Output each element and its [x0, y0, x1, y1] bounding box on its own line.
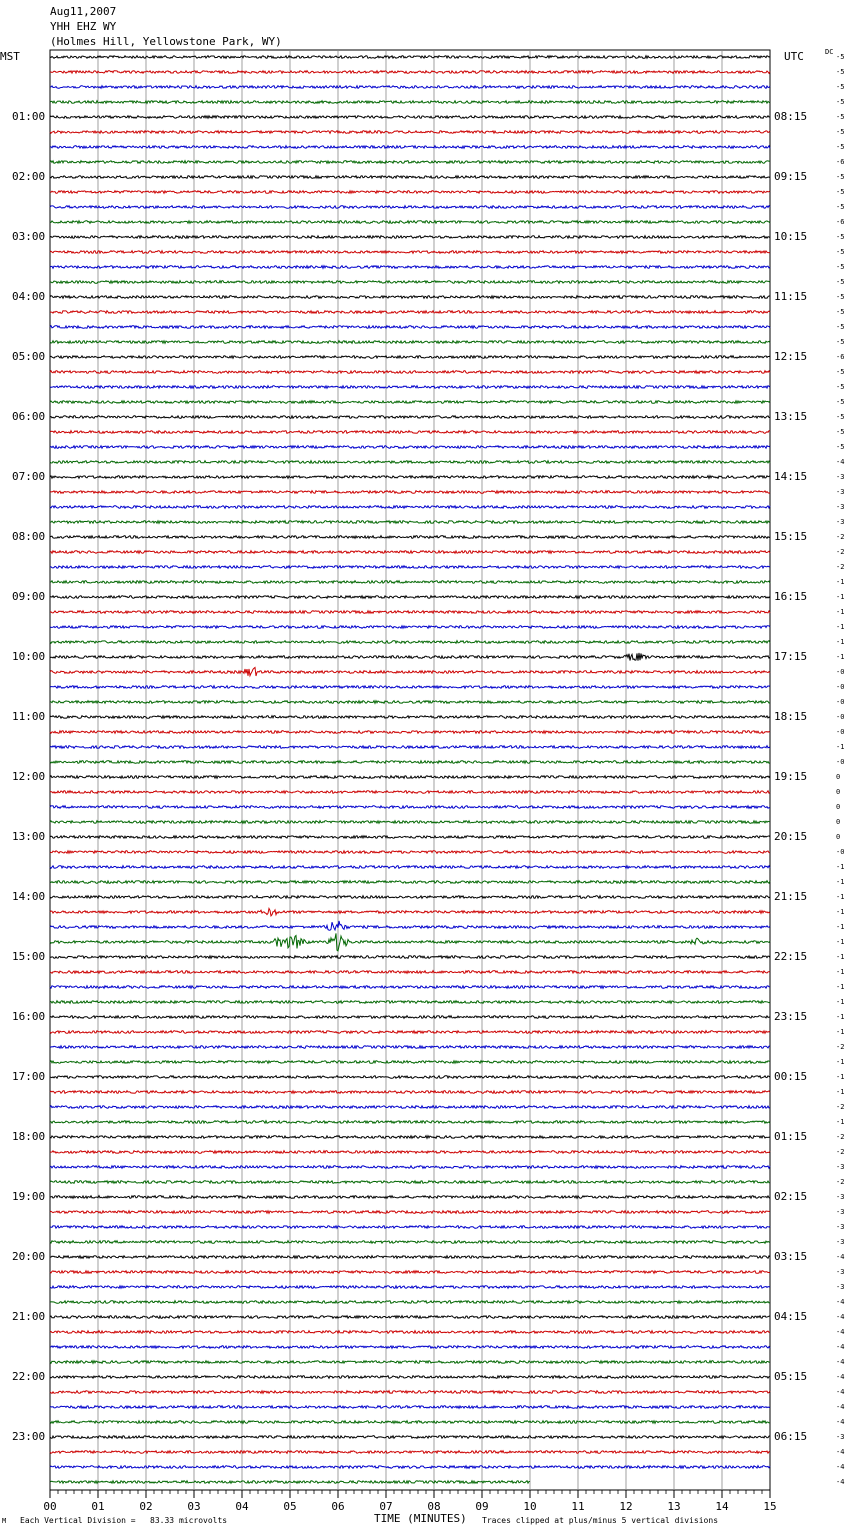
trace-line	[50, 761, 770, 764]
left-hour-label: 04:00	[12, 290, 46, 303]
left-hour-label: 22:00	[12, 1370, 46, 1383]
x-tick-label: 00	[43, 1500, 57, 1513]
trace-line	[50, 1046, 770, 1049]
trace-line	[50, 701, 770, 704]
dc-offset-label: -5	[836, 398, 845, 406]
dc-offset-label: -5	[836, 83, 845, 91]
dc-offset-label: -2	[836, 1178, 845, 1186]
left-axis-title: MST	[0, 50, 20, 63]
trace-line	[50, 791, 770, 794]
dc-offset-label: -4	[836, 1313, 845, 1321]
right-hour-label: 02:15	[774, 1190, 808, 1203]
x-tick-label: 04	[235, 1500, 249, 1513]
trace-line	[50, 266, 770, 269]
trace-line	[50, 1031, 770, 1034]
trace-line	[50, 161, 770, 164]
trace-line	[50, 956, 770, 959]
trace-line	[50, 896, 770, 899]
dc-offset-label: -2	[836, 533, 845, 541]
x-tick-label: 10	[523, 1500, 537, 1513]
trace-line	[50, 1226, 770, 1229]
trace-line	[50, 836, 770, 839]
dc-offset-label: -3	[836, 1193, 845, 1201]
dc-offset-label: -1	[836, 923, 845, 931]
dc-offset-label: -1	[836, 878, 845, 886]
trace-line	[50, 653, 770, 661]
trace-line	[50, 281, 770, 284]
dc-offset-label: -1	[836, 743, 845, 751]
dc-offset-label: -1	[836, 653, 845, 661]
trace-line	[50, 596, 770, 599]
right-hour-label: 01:15	[774, 1130, 808, 1143]
left-hour-label: 02:00	[12, 170, 46, 183]
dc-offset-label: -5	[836, 323, 845, 331]
x-tick-label: 09	[475, 1500, 489, 1513]
trace-line	[50, 461, 770, 464]
trace-line	[50, 221, 770, 224]
dc-offset-label: -5	[836, 383, 845, 391]
trace-line	[50, 851, 770, 854]
x-tick-label: 08	[427, 1500, 441, 1513]
dc-offset-label: -5	[836, 143, 845, 151]
right-hour-label: 21:15	[774, 890, 808, 903]
dc-offset-label: -5	[836, 203, 845, 211]
trace-line	[50, 386, 770, 389]
station-location: (Holmes Hill, Yellowstone Park, WY)	[50, 35, 282, 48]
trace-line	[50, 1271, 770, 1274]
trace-line	[50, 101, 770, 104]
trace-line	[50, 1196, 770, 1199]
x-tick-label: 07	[379, 1500, 393, 1513]
right-hour-label: 12:15	[774, 350, 808, 363]
dc-offset-label: -2	[836, 1103, 845, 1111]
dc-offset-label: -2	[836, 563, 845, 571]
dc-offset-label: -4	[836, 1448, 845, 1456]
dc-offset-label: -1	[836, 593, 845, 601]
right-hour-label: 08:15	[774, 110, 808, 123]
left-hour-label: 13:00	[12, 830, 46, 843]
left-hour-label: 09:00	[12, 590, 46, 603]
left-hour-label: 18:00	[12, 1130, 46, 1143]
dc-offset-label: -1	[836, 998, 845, 1006]
x-tick-label: 06	[331, 1500, 345, 1513]
dc-offset-label: -4	[836, 1418, 845, 1426]
dc-offset-label: -1	[836, 863, 845, 871]
trace-line	[50, 1241, 770, 1244]
dc-offset-label: -5	[836, 68, 845, 76]
trace-line	[50, 921, 770, 930]
dc-offset-label: -6	[836, 158, 845, 166]
dc-offset-label: -3	[836, 1433, 845, 1441]
trace-line	[50, 296, 770, 299]
right-hour-label: 09:15	[774, 170, 808, 183]
trace-line	[50, 176, 770, 179]
dc-offset-label: -5	[836, 128, 845, 136]
plot-border	[50, 50, 770, 1490]
trace-line	[50, 1391, 770, 1394]
dc-label: DC	[825, 48, 834, 56]
left-hour-label: 20:00	[12, 1250, 46, 1263]
trace-line	[50, 1106, 770, 1109]
dc-offset-label: -5	[836, 308, 845, 316]
dc-offset-label: -4	[836, 1358, 845, 1366]
dc-offset-label: -5	[836, 413, 845, 421]
trace-line	[50, 881, 770, 884]
dc-offset-label: -3	[836, 1268, 845, 1276]
dc-offset-label: 0	[836, 833, 841, 841]
left-hour-label: 08:00	[12, 530, 46, 543]
trace-line	[50, 146, 770, 149]
dc-offset-label: -1	[836, 1013, 845, 1021]
trace-line	[50, 866, 770, 869]
right-hour-label: 16:15	[774, 590, 808, 603]
trace-line	[50, 1286, 770, 1289]
trace-line	[50, 566, 770, 569]
dc-offset-label: -3	[836, 488, 845, 496]
left-hour-label: 15:00	[12, 950, 46, 963]
trace-line	[50, 446, 770, 449]
dc-offset-label: -4	[836, 1253, 845, 1261]
dc-offset-label: -4	[836, 458, 845, 466]
dc-offset-label: -2	[836, 1148, 845, 1156]
trace-line	[50, 86, 770, 89]
right-hour-label: 14:15	[774, 470, 808, 483]
trace-line	[50, 1121, 770, 1124]
x-tick-label: 14	[715, 1500, 729, 1513]
right-hour-label: 22:15	[774, 950, 808, 963]
trace-line	[50, 1376, 770, 1379]
dc-offset-label: -1	[836, 1058, 845, 1066]
left-hour-label: 12:00	[12, 770, 46, 783]
dc-offset-label: -1	[836, 623, 845, 631]
left-hour-label: 16:00	[12, 1010, 46, 1023]
trace-line	[50, 1151, 770, 1154]
trace-line	[50, 1001, 770, 1004]
x-tick-label: 05	[283, 1500, 297, 1513]
right-hour-label: 20:15	[774, 830, 808, 843]
trace-line	[50, 641, 770, 644]
trace-line	[50, 1421, 770, 1424]
trace-line	[50, 611, 770, 614]
trace-line	[50, 71, 770, 74]
x-tick-label: 12	[619, 1500, 633, 1513]
right-hour-label: 04:15	[774, 1310, 808, 1323]
trace-line	[50, 1256, 770, 1259]
right-hour-label: 18:15	[774, 710, 808, 723]
dc-offset-label: -5	[836, 263, 845, 271]
trace-line	[50, 371, 770, 374]
trace-line	[50, 1181, 770, 1184]
dc-offset-label: -5	[836, 338, 845, 346]
dc-offset-label: -5	[836, 173, 845, 181]
trace-line	[50, 1436, 770, 1439]
trace-line	[50, 1091, 770, 1094]
trace-line	[50, 1136, 770, 1139]
dc-offset-label: -2	[836, 1043, 845, 1051]
dc-offset-label: -5	[836, 428, 845, 436]
trace-line	[50, 1016, 770, 1019]
left-hour-label: 03:00	[12, 230, 46, 243]
trace-line	[50, 909, 770, 916]
dc-offset-label: -5	[836, 98, 845, 106]
dc-offset-label: -5	[836, 248, 845, 256]
dc-offset-label: -5	[836, 113, 845, 121]
dc-offset-label: -5	[836, 188, 845, 196]
right-axis-title: UTC	[784, 50, 804, 63]
trace-line	[50, 1166, 770, 1169]
dc-offset-label: -5	[836, 443, 845, 451]
trace-line	[50, 806, 770, 809]
x-axis-title: TIME (MINUTES)	[374, 1512, 467, 1525]
trace-line	[50, 821, 770, 824]
dc-offset-label: -1	[836, 908, 845, 916]
trace-line	[50, 401, 770, 404]
trace-line	[50, 581, 770, 584]
x-tick-label: 13	[667, 1500, 681, 1513]
trace-line	[50, 1301, 770, 1304]
trace-line	[50, 416, 770, 419]
trace-line	[50, 1466, 770, 1469]
right-hour-label: 19:15	[774, 770, 808, 783]
x-tick-label: 11	[571, 1500, 585, 1513]
trace-line	[50, 731, 770, 734]
dc-offset-label: -5	[836, 53, 845, 61]
trace-line	[50, 686, 770, 689]
dc-offset-label: -1	[836, 938, 845, 946]
dc-offset-label: -6	[836, 353, 845, 361]
right-hour-label: 05:15	[774, 1370, 808, 1383]
trace-line	[50, 356, 770, 359]
dc-offset-label: -3	[836, 503, 845, 511]
dc-offset-label: -6	[836, 218, 845, 226]
dc-offset-label: 0	[836, 788, 841, 796]
left-hour-label: 17:00	[12, 1070, 46, 1083]
trace-line	[50, 1361, 770, 1364]
dc-offset-label: -4	[836, 1373, 845, 1381]
dc-offset-label: -4	[836, 1478, 845, 1486]
x-tick-label: 15	[763, 1500, 777, 1513]
dc-offset-label: -3	[836, 1283, 845, 1291]
dc-offset-label: -3	[836, 1163, 845, 1171]
dc-offset-label: -4	[836, 1343, 845, 1351]
dc-offset-label: -0	[836, 848, 845, 856]
dc-offset-label: -4	[836, 1403, 845, 1411]
dc-offset-label: -3	[836, 473, 845, 481]
right-hour-label: 00:15	[774, 1070, 808, 1083]
dc-offset-label: -5	[836, 278, 845, 286]
trace-line	[50, 1211, 770, 1214]
trace-line	[50, 933, 770, 951]
trace-line	[50, 431, 770, 434]
dc-offset-label: -2	[836, 1133, 845, 1141]
dc-offset-label: -4	[836, 1328, 845, 1336]
trace-line	[50, 986, 770, 989]
x-tick-label: 01	[91, 1500, 105, 1513]
trace-line	[50, 311, 770, 314]
dc-offset-label: -3	[836, 518, 845, 526]
dc-offset-label: -1	[836, 953, 845, 961]
trace-line	[50, 1061, 770, 1064]
dc-offset-label: -4	[836, 1388, 845, 1396]
trace-line	[50, 251, 770, 254]
left-hour-label: 14:00	[12, 890, 46, 903]
dc-offset-label: -1	[836, 638, 845, 646]
dc-offset-label: -1	[836, 983, 845, 991]
trace-line	[50, 1076, 770, 1079]
dc-offset-label: -0	[836, 728, 845, 736]
dc-offset-label: -1	[836, 1073, 845, 1081]
trace-line	[50, 716, 770, 719]
dc-offset-label: -1	[836, 1118, 845, 1126]
dc-offset-label: -4	[836, 1298, 845, 1306]
dc-offset-label: -1	[836, 1088, 845, 1096]
dc-offset-label: -5	[836, 293, 845, 301]
dc-offset-label: -1	[836, 1028, 845, 1036]
right-hour-label: 23:15	[774, 1010, 808, 1023]
dc-offset-label: -1	[836, 608, 845, 616]
trace-line	[50, 191, 770, 194]
trace-line	[50, 56, 770, 59]
dc-offset-label: -2	[836, 548, 845, 556]
left-hour-label: 23:00	[12, 1430, 46, 1443]
trace-line	[50, 1331, 770, 1334]
dc-offset-label: -1	[836, 578, 845, 586]
trace-line	[50, 506, 770, 509]
scale-note: Each Vertical Division = 83.33 microvolts	[20, 1516, 228, 1525]
dc-offset-label: -1	[836, 968, 845, 976]
trace-line	[50, 491, 770, 494]
dc-offset-label: 0	[836, 818, 841, 826]
dc-offset-label: -0	[836, 698, 845, 706]
logo-mark: M	[2, 1517, 7, 1525]
trace-line	[50, 746, 770, 749]
left-hour-label: 19:00	[12, 1190, 46, 1203]
dc-offset-label: -3	[836, 1223, 845, 1231]
dc-offset-label: -5	[836, 368, 845, 376]
trace-line	[50, 1316, 770, 1319]
trace-line	[50, 521, 770, 524]
right-hour-label: 11:15	[774, 290, 808, 303]
left-hour-label: 06:00	[12, 410, 46, 423]
dc-offset-label: 0	[836, 773, 841, 781]
dc-offset-label: -1	[836, 893, 845, 901]
dc-offset-label: 0	[836, 803, 841, 811]
trace-line	[50, 341, 770, 344]
trace-line	[50, 668, 770, 677]
left-hour-label: 01:00	[12, 110, 46, 123]
trace-line	[50, 1406, 770, 1409]
station-code: YHH EHZ WY	[50, 20, 117, 33]
trace-line	[50, 206, 770, 209]
chart-date: Aug11,2007	[50, 5, 117, 18]
x-tick-label: 02	[139, 1500, 153, 1513]
left-hour-label: 21:00	[12, 1310, 46, 1323]
trace-line	[50, 116, 770, 119]
left-hour-label: 07:00	[12, 470, 46, 483]
dc-offset-label: -0	[836, 668, 845, 676]
clip-note: Traces clipped at plus/minus 5 vertical divisions	[482, 1516, 719, 1525]
dc-offset-label: -4	[836, 1463, 845, 1471]
trace-line	[50, 626, 770, 629]
right-hour-label: 13:15	[774, 410, 808, 423]
trace-line	[50, 326, 770, 329]
dc-offset-label: -0	[836, 683, 845, 691]
dc-offset-label: -0	[836, 758, 845, 766]
right-hour-label: 15:15	[774, 530, 808, 543]
right-hour-label: 03:15	[774, 1250, 808, 1263]
dc-offset-label: -0	[836, 713, 845, 721]
left-hour-label: 05:00	[12, 350, 46, 363]
dc-offset-label: -3	[836, 1238, 845, 1246]
trace-line	[50, 971, 770, 974]
trace-line	[50, 1451, 770, 1454]
trace-line	[50, 776, 770, 779]
dc-offset-label: -3	[836, 1208, 845, 1216]
trace-line	[50, 551, 770, 554]
trace-line	[50, 1346, 770, 1349]
trace-line	[50, 131, 770, 134]
trace-line	[50, 476, 770, 479]
trace-line	[50, 536, 770, 539]
right-hour-label: 10:15	[774, 230, 808, 243]
left-hour-label: 10:00	[12, 650, 46, 663]
left-hour-label: 11:00	[12, 710, 46, 723]
trace-line	[50, 236, 770, 239]
dc-offset-label: -5	[836, 233, 845, 241]
right-hour-label: 06:15	[774, 1430, 808, 1443]
right-hour-label: 17:15	[774, 650, 808, 663]
x-tick-label: 03	[187, 1500, 201, 1513]
